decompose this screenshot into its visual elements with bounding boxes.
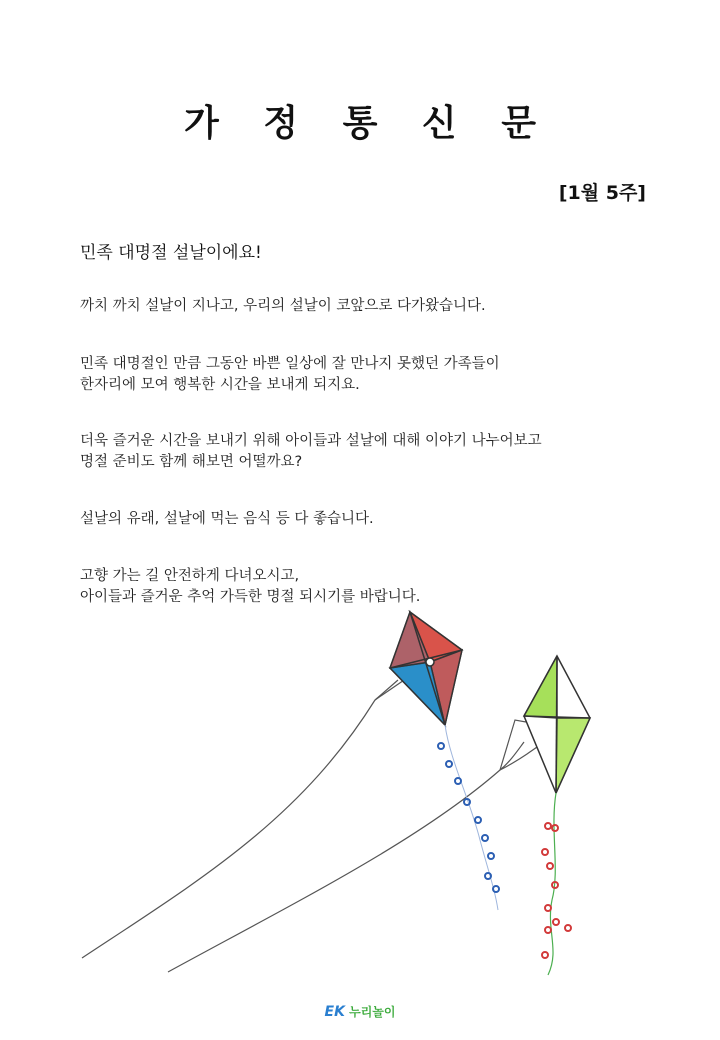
- kite-right-tail: [542, 793, 571, 975]
- paragraph-1: [80, 296, 486, 317]
- paragraph-line: 아이들과 즐거운 추억 가득한 명절 되시기를 바랍니다.: [80, 589, 421, 605]
- kite-strings: [82, 676, 558, 972]
- brand-logo: [0, 1003, 720, 1020]
- page-title: 가 정 통 신 문: [183, 103, 552, 144]
- week-label: [1월 5주]: [558, 182, 646, 204]
- kite-left-tail: [438, 725, 499, 910]
- paragraph-line: 명절 준비도 함께 해보면 어떨까요?: [80, 454, 303, 470]
- kite-left: [390, 612, 462, 725]
- section-heading: 민족 대명절 설날이에요!: [80, 243, 262, 263]
- paragraph-line: 한자리에 모여 행복한 시간을 보내게 되지요.: [80, 377, 360, 393]
- paragraph-line: 더욱 즐거운 시간을 보내기 위해 아이들과 설날에 대해 이야기 나누어보고: [80, 433, 542, 449]
- paragraph-4: [80, 509, 374, 530]
- logo-text: 누리놀이: [349, 1005, 396, 1019]
- paragraph-line: 까치 까치 설날이 지나고, 우리의 설날이 코앞으로 다가왔습니다.: [80, 298, 486, 314]
- paragraph-line: 설날의 유래, 설날에 먹는 음식 등 다 좋습니다.: [80, 511, 374, 527]
- kite-right: [524, 656, 590, 793]
- logo-mark: EK: [324, 1004, 345, 1020]
- paragraph-line: 민족 대명절인 만큼 그동안 바쁜 일상에 잘 만나지 못했던 가족들이: [80, 356, 500, 372]
- paragraph-3: [80, 431, 542, 473]
- kites-illustration: [0, 600, 720, 990]
- paragraph-2: [80, 354, 500, 396]
- paragraph-line: 고향 가는 길 안전하게 다녀오시고,: [80, 568, 300, 584]
